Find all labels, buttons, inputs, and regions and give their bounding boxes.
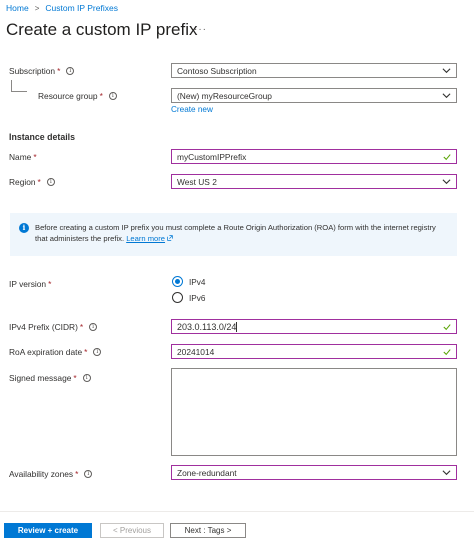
region-label	[9, 177, 55, 187]
breadcrumb	[6, 3, 118, 13]
ipv4-radio[interactable]	[172, 276, 183, 287]
info-circle-icon: i	[19, 223, 29, 233]
info-icon[interactable]: i	[93, 348, 101, 356]
region-label-text: Region	[9, 177, 36, 187]
breadcrumb-separator: >	[34, 3, 40, 13]
info-icon[interactable]: i	[47, 178, 55, 186]
required-marker: *	[79, 322, 84, 332]
availability-zones-label	[9, 469, 92, 479]
signed-message-textarea[interactable]	[171, 368, 457, 456]
resource-group-label-text: Resource group	[38, 91, 98, 101]
create-new-link[interactable]: Create new	[171, 105, 213, 114]
subscription-label	[9, 66, 74, 76]
availability-zones-dropdown[interactable]	[171, 465, 457, 480]
more-options-button[interactable]: ···	[194, 24, 207, 35]
previous-button[interactable]: < Previous	[100, 523, 164, 538]
required-marker: *	[48, 279, 52, 289]
subscription-label-text: Subscription	[9, 66, 56, 76]
info-banner-message: Before creating a custom IP prefix you must complete a Route Origin Authorization (ROA) form with the internet registry that administers the prefix.	[35, 223, 436, 243]
page-title: Create a custom IP prefix	[6, 20, 198, 39]
resource-group-dropdown[interactable]	[171, 88, 457, 103]
required-marker: *	[37, 177, 41, 187]
resource-group-value: (New) myResourceGroup	[177, 90, 272, 101]
roa-expiration-value: 20241014	[177, 346, 215, 357]
checkmark-icon	[443, 323, 451, 331]
roa-expiration-label	[9, 347, 101, 357]
chevron-down-icon	[442, 66, 451, 75]
info-icon[interactable]: i	[89, 323, 97, 331]
subscription-value: Contoso Subscription	[177, 65, 257, 76]
tree-connector	[11, 80, 27, 92]
ipv6-radio-label: IPv6	[189, 294, 206, 303]
name-input[interactable]	[171, 149, 457, 164]
info-icon[interactable]: i	[83, 374, 91, 382]
ipv4-radio-label: IPv4	[189, 278, 206, 287]
checkmark-icon	[443, 153, 451, 161]
external-link-icon	[167, 235, 173, 241]
chevron-down-icon	[442, 91, 451, 100]
instance-details-heading: Instance details	[9, 132, 76, 142]
signed-message-label	[9, 373, 91, 383]
text-cursor	[236, 322, 237, 332]
name-value: myCustomIPPrefix	[177, 151, 247, 162]
subscription-dropdown[interactable]	[171, 63, 457, 78]
info-icon[interactable]: i	[84, 470, 92, 478]
learn-more-link[interactable]: Learn more	[126, 234, 166, 243]
breadcrumb-custom-ip-prefixes-link[interactable]: Custom IP Prefixes	[45, 3, 118, 13]
ip-version-label	[9, 279, 51, 289]
required-marker: *	[75, 469, 79, 479]
ipv6-radio[interactable]	[172, 292, 183, 303]
name-label-text: Name	[9, 152, 32, 162]
availability-zones-label-text: Availability zones	[9, 469, 74, 479]
required-marker: *	[99, 91, 103, 101]
resource-group-label	[38, 91, 117, 101]
name-label	[9, 152, 37, 162]
next-tags-button[interactable]: Next : Tags >	[170, 523, 246, 538]
required-marker: *	[73, 373, 77, 383]
region-value: West US 2	[177, 176, 217, 187]
roa-expiration-input[interactable]	[171, 344, 457, 359]
checkmark-icon	[443, 348, 451, 356]
ipv4-prefix-label	[9, 322, 97, 332]
roa-info-banner	[10, 213, 457, 256]
footer-divider	[0, 511, 474, 512]
ipv4-prefix-label-text: IPv4 Prefix (CIDR)	[9, 322, 78, 332]
info-banner-text	[35, 222, 445, 244]
chevron-down-icon	[442, 177, 451, 186]
required-marker: *	[84, 347, 88, 357]
region-dropdown[interactable]	[171, 174, 457, 189]
breadcrumb-home-link[interactable]: Home	[6, 3, 29, 13]
ip-version-label-text: IP version	[9, 279, 47, 289]
roa-expiration-label-text: RoA expiration date	[9, 347, 83, 357]
info-icon[interactable]: i	[66, 67, 74, 75]
required-marker: *	[57, 66, 61, 76]
availability-zones-value: Zone-redundant	[177, 467, 237, 478]
ipv4-prefix-value: 203.0.113.0/24	[177, 321, 237, 332]
signed-message-label-text: Signed message	[9, 373, 72, 383]
required-marker: *	[33, 152, 37, 162]
info-icon[interactable]: i	[109, 92, 117, 100]
review-create-button[interactable]: Review + create	[4, 523, 92, 538]
chevron-down-icon	[442, 468, 451, 477]
ipv4-prefix-input[interactable]	[171, 319, 457, 334]
